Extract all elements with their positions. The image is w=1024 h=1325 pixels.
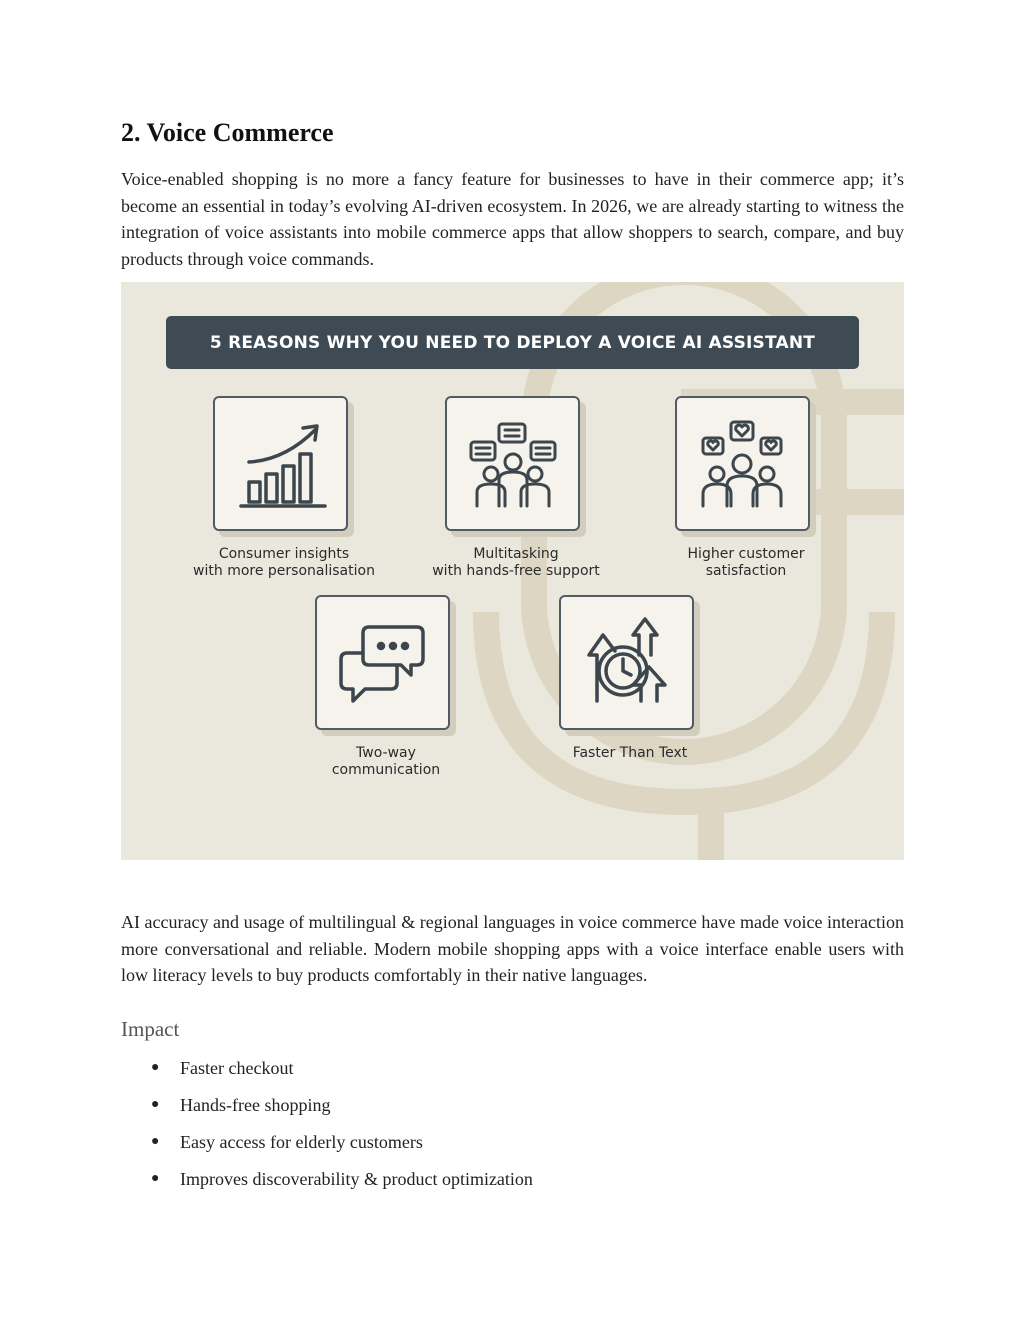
reason-card-multitasking xyxy=(445,396,580,531)
growth-chart-icon xyxy=(233,416,328,511)
fast-clock-icon xyxy=(579,615,674,710)
impact-list xyxy=(121,1055,533,1203)
voice-ai-infographic xyxy=(121,282,904,860)
reason-caption-3: Higher customer satisfaction xyxy=(687,546,805,579)
list-item: ● Easy access for elderly customers xyxy=(121,1129,533,1166)
body-paragraph: AI accuracy and usage of multilingual & regional languages in voice commerce have made voice interaction more conversational and reliable. Modern mobile shopping apps with a voice interface enable users with low literacy levels to buy products comfortably in their native languages. xyxy=(121,912,904,985)
reason-card-two-way xyxy=(315,595,450,730)
reason-card-consumer-insights xyxy=(213,396,348,531)
reason-caption-5: Faster Than Text xyxy=(572,745,688,761)
section-title: 2. Voice Commerce xyxy=(121,118,334,147)
list-item: ● Hands-free shopping xyxy=(121,1092,533,1129)
reason-caption-1: Consumer insights with more personalisation xyxy=(193,546,375,579)
happy-customers-icon xyxy=(695,416,790,511)
list-item: ● Improves discoverability & product optimization xyxy=(121,1166,533,1203)
team-chat-icon xyxy=(465,416,560,511)
reason-card-satisfaction xyxy=(675,396,810,531)
infographic-banner: 5 REASONS WHY YOU NEED TO DEPLOY A VOICE AI ASSISTANT xyxy=(166,316,859,369)
reason-card-faster xyxy=(559,595,694,730)
impact-heading: Impact xyxy=(121,1017,180,1041)
chat-bubbles-icon xyxy=(335,615,430,710)
list-item: ● Faster checkout xyxy=(121,1055,533,1092)
intro-paragraph: Voice-enabled shopping is no more a fancy feature for businesses to have in their commerce app; it’s become an essential in today’s evolving AI-driven ecosystem. In 2026, we are already starting to witness the integration of voice assistants into mobile commerce apps that allow shoppers to search, compare, and buy products through voice commands. xyxy=(121,169,904,269)
reason-caption-2: Multitasking with hands-free support xyxy=(432,546,600,579)
reason-caption-4: Two-way communication xyxy=(331,745,441,778)
